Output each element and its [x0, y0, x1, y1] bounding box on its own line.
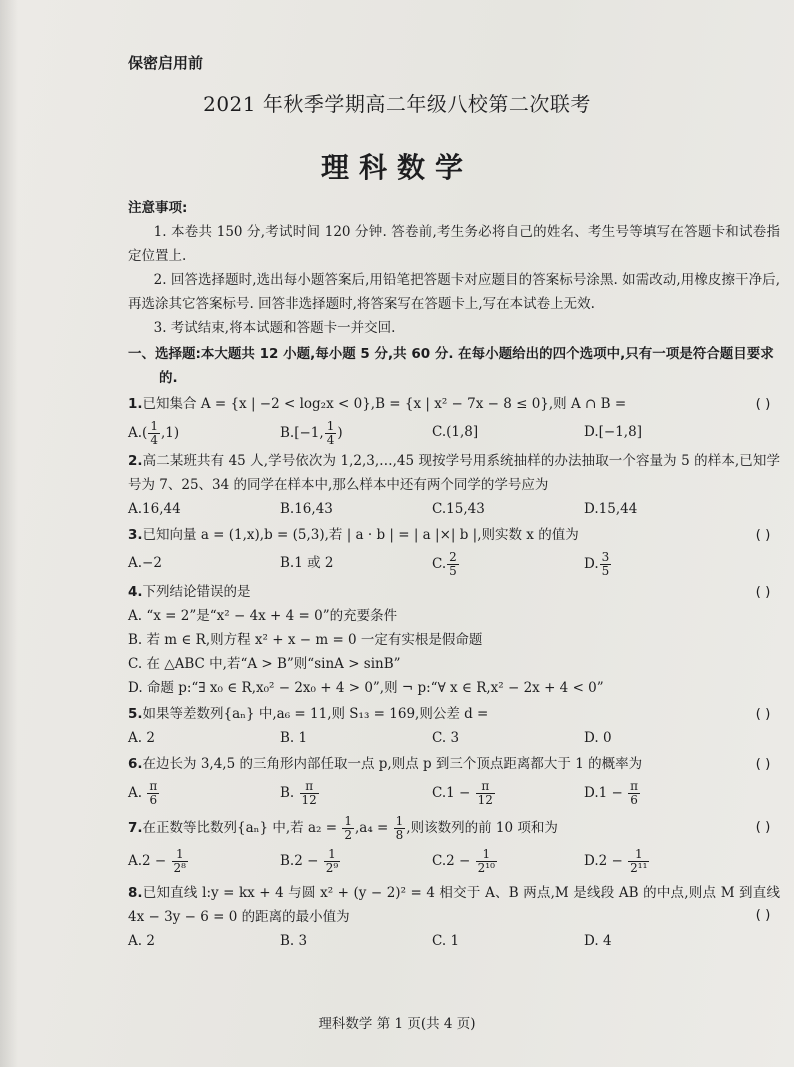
options	[128, 497, 780, 521]
option-b: B. $\frac{\pi}{12}$	[280, 779, 317, 807]
question-stem: 如果等差数列{aₙ} 中,a₆ = 11,则 S₁₃ = 169,则公差 d =	[142, 706, 489, 722]
question-number: 3.	[128, 527, 143, 543]
options	[128, 780, 780, 807]
question-4	[128, 580, 780, 700]
option-b: B. 若 m ∈ R,则方程 x² + x − m = 0 一定有实根是假命题	[128, 632, 483, 648]
options	[128, 420, 780, 447]
answer-paren: ( )	[755, 907, 771, 923]
question-number: 8.	[128, 885, 143, 901]
question-stem: 已知直线 l:y = kx + 4 与圆 x² + (y − 2)² = 4 相交于 A、B 两点,M 是线段 AB 的中点,则点 M 到直线 4x − 3y − 6 = 0 的距离的最小值为	[128, 885, 780, 925]
option-a: A. $\frac{\pi}{6}$	[128, 779, 158, 807]
question-stem: 已知集合 A = {x | −2 < log₂x < 0},B = {x | x² − 7x − 8 ≤ 0},则 A ∩ B =	[142, 396, 627, 412]
option-d: D. 0	[584, 730, 612, 746]
option-d: D.1 − $\frac{\pi}{6}$	[584, 779, 639, 807]
options	[128, 551, 780, 578]
option-b: B.[−1, $\frac{1}{4}$ )	[280, 419, 343, 447]
question-7: 7.在正数等比数列{aₙ} 中,若 a₂ = $\frac{1}{2}$ ,a₄ = $\frac{1}{8}$ ,则该数列的前 10 项和为 ( ) A.2 − $\frac{1}{\text{2⁸}}$ B.2 − $\frac{1}{\text{2⁹}}$ C.2 − $\frac{1}{\text{2¹⁰}}$ D.2 − $\frac{1}{\text{2¹¹}}$	[128, 815, 780, 875]
section-heading: 一、选择题:本大题共 12 小题,每小题 5 分,共 60 分. 在每小题给出的四个选项中,只有一项是符合题目要求的.	[128, 346, 774, 386]
option-c: C.(1,8]	[432, 424, 479, 440]
options	[128, 929, 780, 953]
option-a: A. “x = 2”是“x² − 4x + 4 = 0”的充要条件	[128, 608, 398, 624]
question-stem: 在边长为 3,4,5 的三角形内部任取一点 p,则点 p 到三个顶点距离都大于 1 的概率为	[142, 756, 643, 772]
answer-paren: ( )	[755, 756, 771, 772]
option-c: C. 在 △ABC 中,若“A > B”则“sinA > sinB”	[128, 656, 401, 672]
option-b: B.2 − $\frac{1}{\text{2⁹}}$	[280, 847, 339, 875]
option-a: A. 2	[128, 933, 155, 949]
notice-item: 3. 考试结束,将本试题和答题卡一并交回.	[153, 320, 396, 336]
question-number: 1.	[128, 396, 143, 412]
option-c: C. $\frac{2}{5}$	[432, 550, 457, 578]
exam-title: 2021 年秋季学期高二年级八校第二次联考	[203, 92, 591, 116]
option-d: D.15,44	[584, 501, 638, 517]
answer-paren: ( )	[755, 527, 771, 543]
option-b: B.16,43	[280, 501, 333, 517]
options	[128, 726, 780, 750]
option-a: A.−2	[128, 555, 162, 571]
question-number: 7.	[128, 820, 143, 836]
question-number: 6.	[128, 756, 143, 772]
answer-paren: ( )	[755, 584, 771, 600]
question-8	[128, 881, 780, 953]
question-3	[128, 523, 780, 578]
question-stem: 下列结论错误的是	[142, 584, 251, 600]
option-d: D.[−1,8]	[584, 424, 642, 440]
option-a: A.16,44	[128, 501, 181, 517]
option-d: D.2 − $\frac{1}{\text{2¹¹}}$	[584, 847, 648, 875]
option-c: C. 3	[432, 730, 460, 746]
question-6	[128, 752, 780, 807]
option-d: D. 命题 p:“∃ x₀ ∈ R,x₀² − 2x₀ + 4 > 0”,则 ¬ p:“∀ x ∈ R,x² − 2x + 4 < 0”	[128, 680, 604, 696]
question-number: 5.	[128, 706, 143, 722]
option-d: D. $\frac{3}{5}$	[584, 550, 610, 578]
option-c: C.1 − $\frac{\pi}{12}$	[432, 779, 493, 807]
option-a: A. 2	[128, 730, 155, 746]
confidential-label: 保密启用前	[128, 54, 204, 72]
option-c: C.2 − $\frac{1}{\text{2¹⁰}}$	[432, 847, 495, 875]
option-b: B. 1	[280, 730, 308, 746]
option-b: B. 3	[280, 933, 308, 949]
subject-title: 理科数学	[320, 151, 473, 184]
options	[128, 848, 780, 875]
question-2	[128, 449, 780, 521]
notice-heading: 注意事项:	[128, 200, 188, 216]
option-c: C.15,43	[432, 501, 485, 517]
exam-content	[128, 196, 780, 953]
question-stem: 高二某班共有 45 人,学号依次为 1,2,3,…,45 现按学号用系统抽样的办法抽取一个容量为 5 的样本,已知学号为 7、25、34 的同学在样本中,那么样本中还有两个同学的学号应为	[128, 453, 780, 493]
question-1	[128, 392, 780, 447]
answer-paren: ( )	[755, 706, 771, 722]
option-d: D. 4	[584, 933, 612, 949]
page-footer: 理科数学 第 1 页(共 4 页)	[318, 1016, 476, 1032]
question-stem: 已知向量 a = (1,x),b = (5,3),若 | a · b | = | a |×| b |,则实数 x 的值为	[142, 527, 579, 543]
question-number: 4.	[128, 584, 143, 600]
answer-paren: ( )	[755, 396, 771, 412]
option-a: A.2 − $\frac{1}{\text{2⁸}}$	[128, 847, 186, 875]
question-number: 2.	[128, 453, 143, 469]
answer-paren: ( )	[755, 819, 771, 835]
option-c: C. 1	[432, 933, 460, 949]
notice-item: 1. 本卷共 150 分,考试时间 120 分钟. 答卷前,考生务必将自己的姓名、考生号等填写在答题卡和试卷指定位置上.	[128, 224, 780, 264]
option-b: B.1 或 2	[280, 555, 334, 571]
notice-item: 2. 回答选择题时,选出每小题答案后,用铅笔把答题卡对应题目的答案标号涂黑. 如需改动,用橡皮擦干净后,再选涂其它答案标号. 回答非选择题时,将答案写在答题卡上,写在本试卷上无效.	[128, 272, 780, 312]
option-a: A.( $\frac{1}{4}$ ,1)	[128, 419, 180, 447]
question-5	[128, 702, 780, 750]
